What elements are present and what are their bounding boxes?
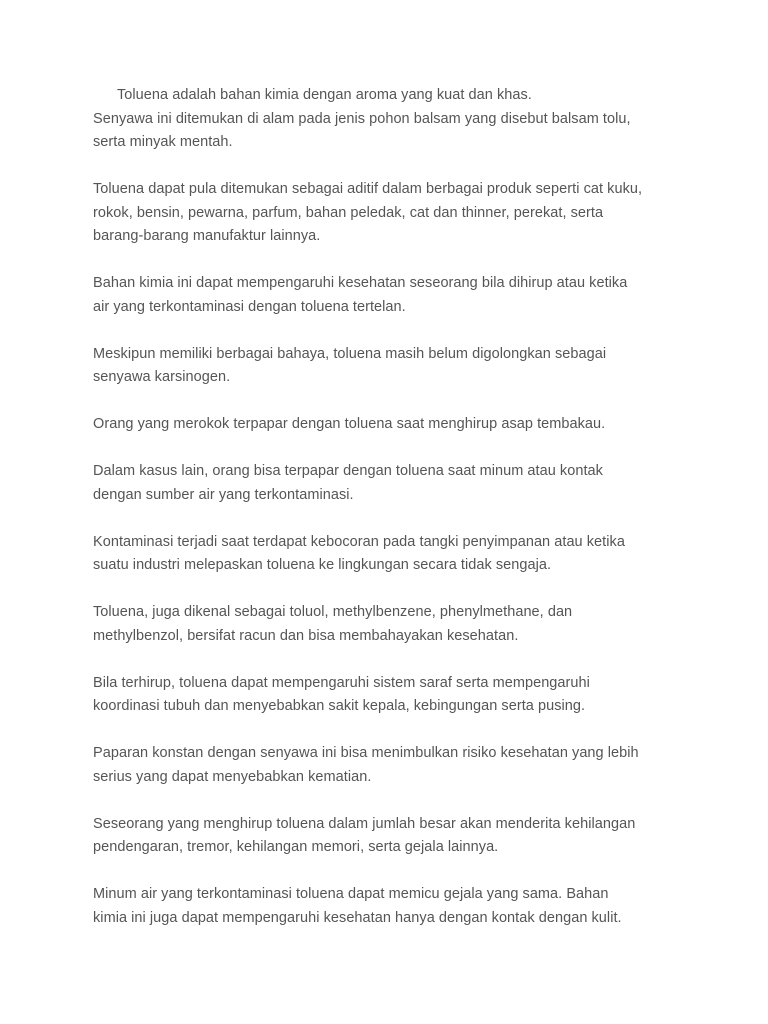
text-line: Paparan konstan dengan senyawa ini bisa menimbulkan risiko kesehatan yang lebih (93, 745, 639, 761)
text-line: Meskipun memiliki berbagai bahaya, toluena masih belum digolongkan sebagai (93, 345, 607, 362)
text-line: Dalam kasus lain, orang bisa terpapar dengan toluena saat minum atau kontak (93, 463, 603, 479)
text-line: serta minyak mentah. (93, 134, 233, 150)
paragraph (93, 272, 693, 319)
paragraph (93, 742, 693, 789)
paragraph (93, 460, 693, 507)
paragraph (93, 531, 693, 578)
paragraph (93, 672, 693, 719)
document-body (93, 84, 693, 954)
text-line: serius yang dapat menyebabkan kematian. (93, 768, 372, 785)
text-line: rokok, bensin, pewarna, parfum, bahan peledak, cat dan thinner, perekat, serta (93, 204, 604, 221)
text-line: Toluena, juga dikenal sebagai toluol, methylbenzene, phenylmethane, dan (93, 604, 573, 620)
paragraph (93, 813, 693, 860)
paragraph (93, 601, 693, 648)
text-line: Minum air yang terkontaminasi toluena dapat memicu gejala yang sama. Bahan (93, 886, 609, 902)
paragraph (93, 343, 693, 390)
text-line: Bahan kimia ini dapat mempengaruhi kesehatan seseorang bila dihirup atau ketika (93, 275, 628, 291)
text-line: barang-barang manufaktur lainnya. (93, 228, 321, 244)
text-line: kimia ini juga dapat mempengaruhi kesehatan hanya dengan kontak dengan kulit. (93, 909, 622, 926)
text-line: pendengaran, tremor, kehilangan memori, serta gejala lainnya. (93, 839, 499, 855)
text-line: air yang terkontaminasi dengan toluena tertelan. (93, 298, 406, 315)
text-line: Toluena adalah bahan kimia dengan aroma yang kuat dan khas. (117, 87, 532, 103)
text-line: Senyawa ini ditemukan di alam pada jenis pohon balsam yang disebut balsam tolu, (93, 110, 631, 127)
text-line: Toluena dapat pula ditemukan sebagai aditif dalam berbagai produk seperti cat kuku, (93, 181, 643, 197)
text-line: senyawa karsinogen. (93, 369, 231, 385)
text-line: suatu industri melepaskan toluena ke lingkungan secara tidak sengaja. (93, 557, 552, 573)
text-line: Bila terhirup, toluena dapat mempengaruhi sistem saraf serta mempengaruhi (93, 674, 590, 691)
text-line: koordinasi tubuh dan menyebabkan sakit kepala, kebingungan serta pusing. (93, 698, 586, 714)
text-line: methylbenzol, bersifat racun dan bisa membahayakan kesehatan. (93, 627, 519, 644)
text-line: Orang yang merokok terpapar dengan toluena saat menghirup asap tembakau. (93, 416, 606, 432)
text-line: Seseorang yang menghirup toluena dalam jumlah besar akan menderita kehilangan (93, 815, 636, 832)
text-line: dengan sumber air yang terkontaminasi. (93, 486, 354, 503)
text-line: Kontaminasi terjadi saat terdapat kebocoran pada tangki penyimpanan atau ketika (93, 533, 625, 550)
paragraph (93, 883, 693, 930)
paragraph (93, 413, 693, 437)
paragraph (93, 178, 693, 249)
paragraph (93, 84, 693, 155)
